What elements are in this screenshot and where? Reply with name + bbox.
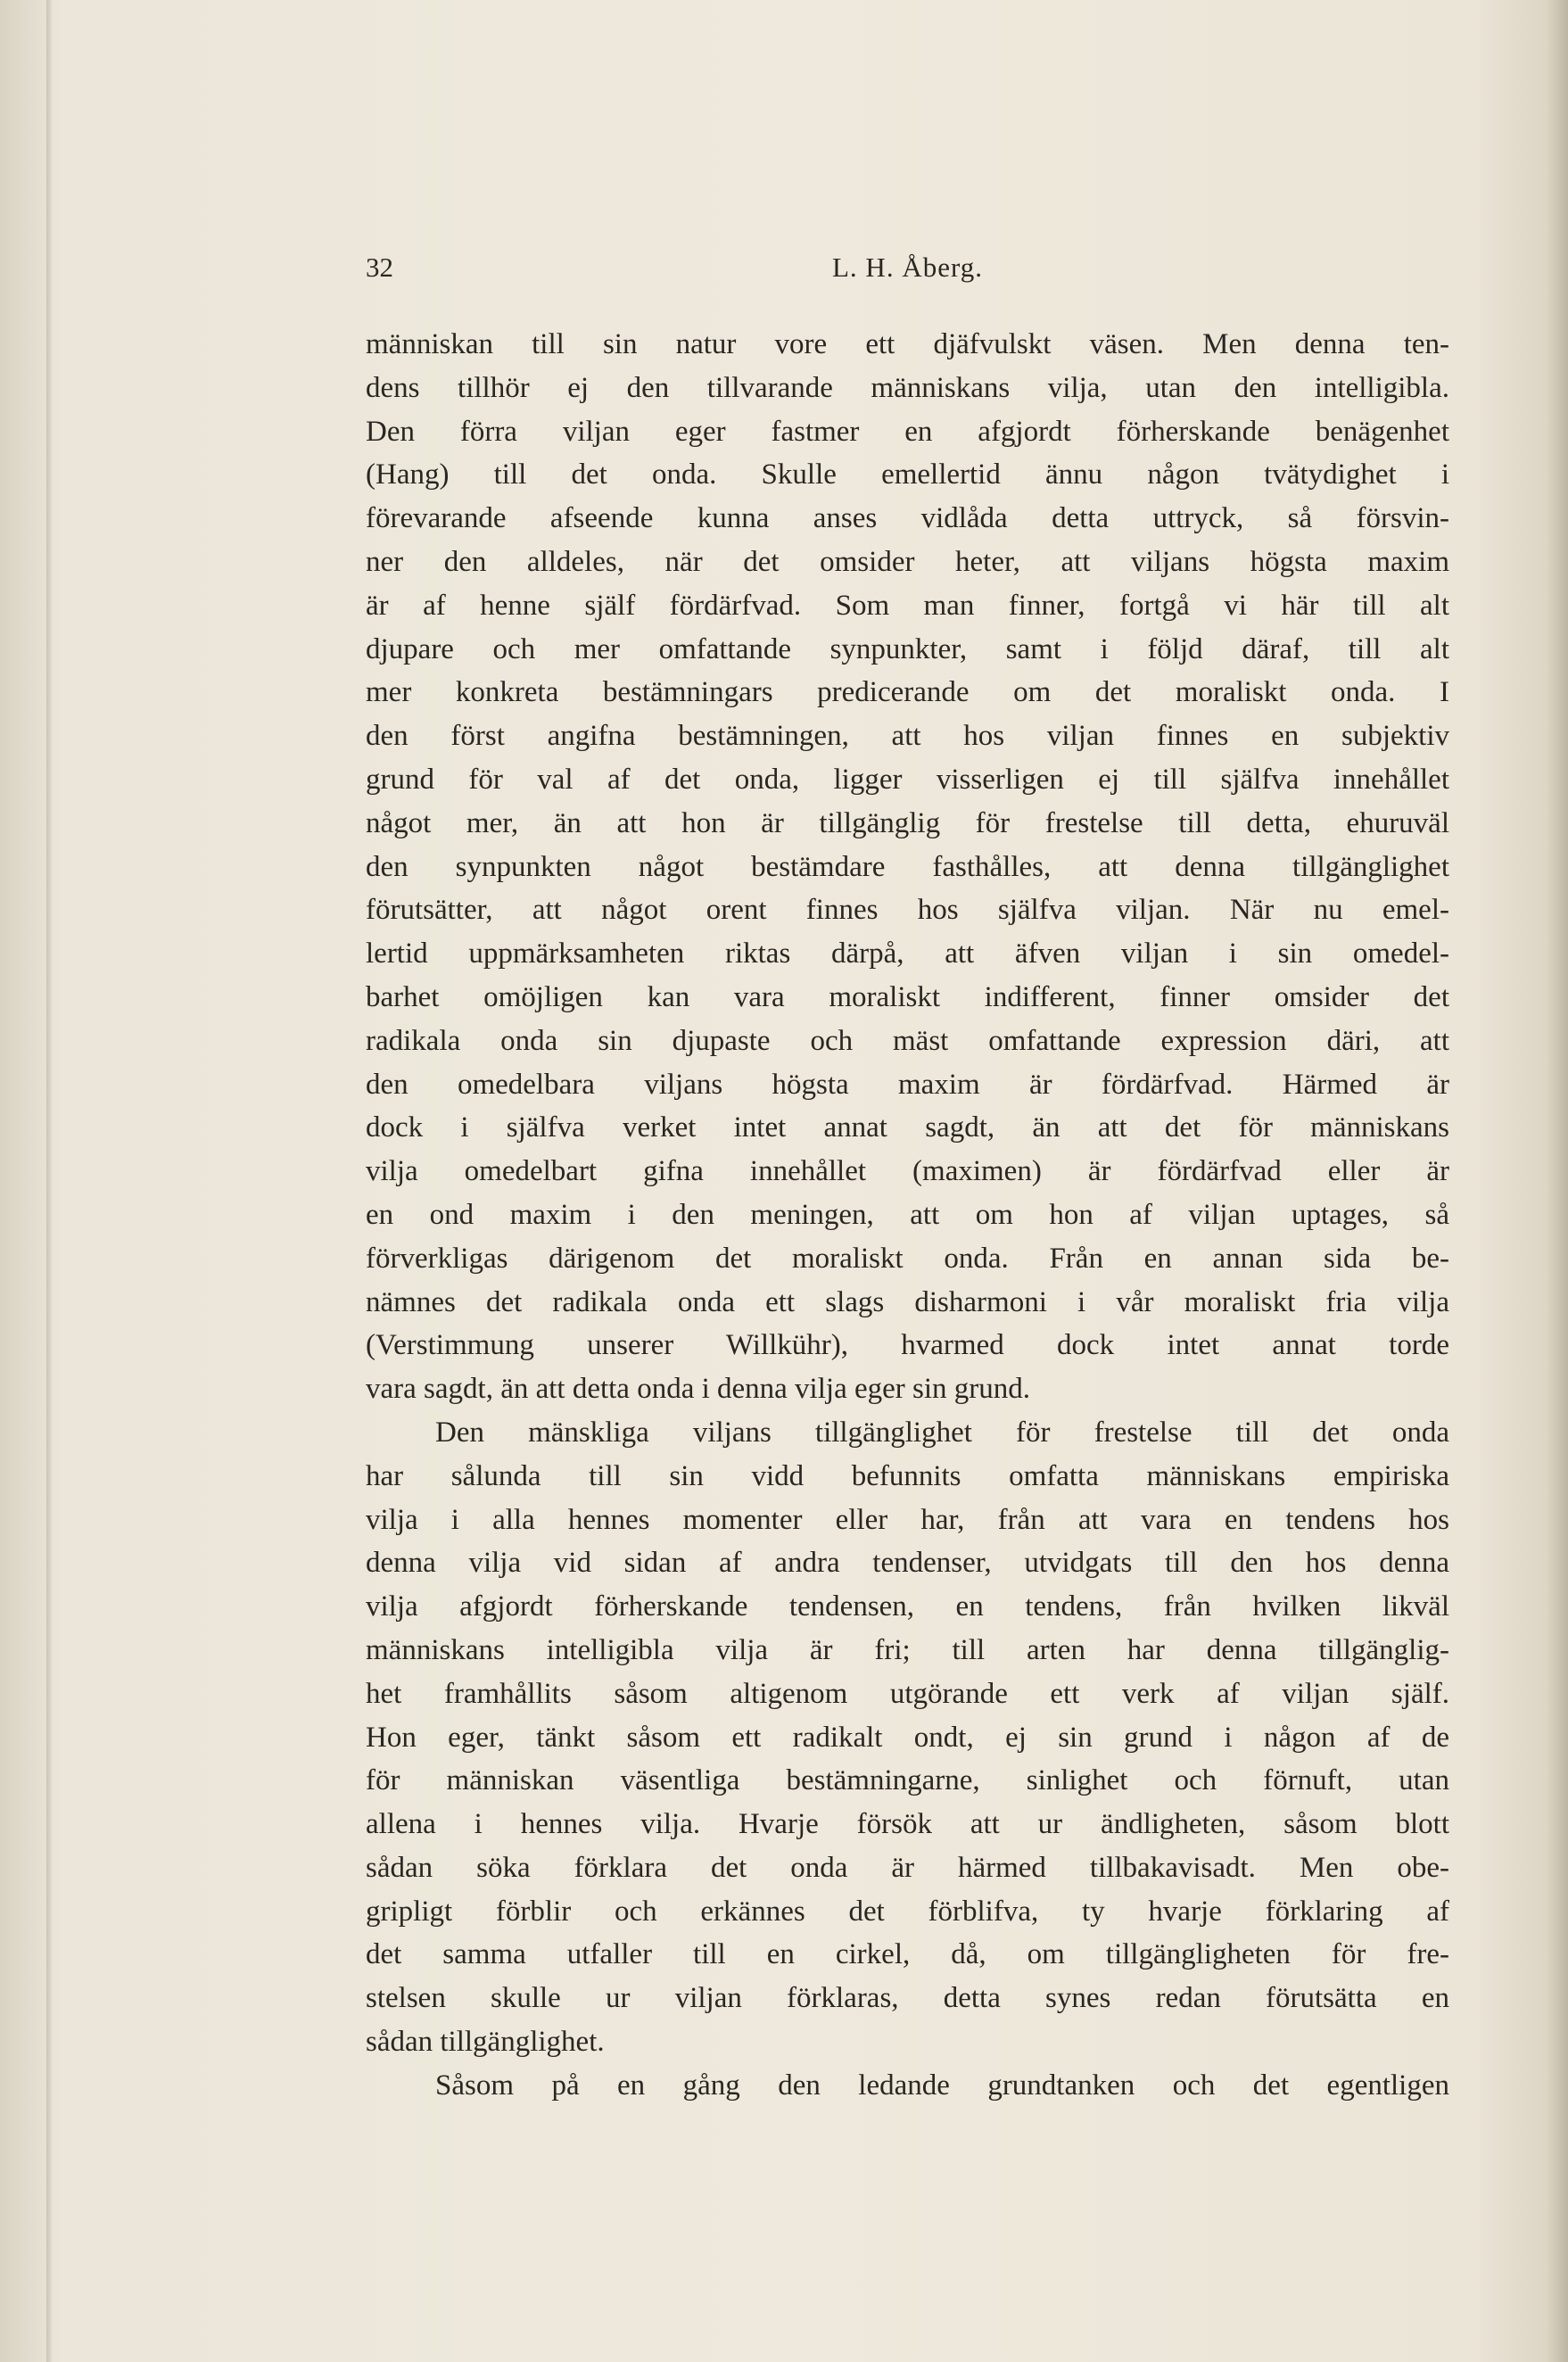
text-line: är af henne själf fördärfvad. Som man finner, fortgå vi här till alt: [366, 589, 1449, 622]
page-header: [366, 252, 1449, 296]
text-line: Såsom på en gång den ledande grundtanken och det egentligen: [435, 2069, 1449, 2102]
text-line: förverkligas därigenom det moraliskt onda. Från en annan sida be-: [366, 1242, 1449, 1275]
text-line: radikala onda sin djupaste och mäst omfattande expression däri, att: [366, 1024, 1449, 1057]
text-line: dens tillhör ej den tillvarande människans vilja, utan den intelligibla.: [366, 371, 1449, 404]
text-line: den omedelbara viljans högsta maxim är fördärfvad. Härmed är: [366, 1068, 1449, 1101]
text-line: grund för val af det onda, ligger visserligen ej till själfva innehållet: [366, 763, 1449, 796]
text-line: (Hang) till det onda. Skulle emellertid ännu någon tvätydighet i: [366, 458, 1449, 491]
text-line: gripligt förblir och erkännes det förblifva, ty hvarje förklaring af: [366, 1895, 1449, 1928]
text-line: denna vilja vid sidan af andra tendenser, utvidgats till den hos denna: [366, 1547, 1449, 1580]
text-line: allena i hennes vilja. Hvarje försök att ur ändligheten, såsom blott: [366, 1808, 1449, 1841]
text-line: djupare och mer omfattande synpunkter, samt i följd däraf, till alt: [366, 632, 1449, 665]
text-line: lertid uppmärksamheten riktas därpå, att äfven viljan i sin omedel-: [366, 937, 1449, 970]
text-line: vilja i alla hennes momenter eller har, från att vara en tendens hos: [366, 1503, 1449, 1536]
text-line: Den mänskliga viljans tillgänglighet för frestelse till det onda: [435, 1416, 1449, 1449]
text-line: ner den alldeles, när det omsider heter, att viljans högsta maxim: [366, 545, 1449, 578]
text-line: har sålunda till sin vidd befunnits omfatta människans empiriska: [366, 1459, 1449, 1492]
page-number: 32: [366, 252, 393, 283]
text-line: dock i själfva verket intet annat sagdt, än att det för människans: [366, 1111, 1449, 1144]
text-line: (Verstimmung unserer Willkühr), hvarmed dock intet annat torde: [366, 1329, 1449, 1362]
text-line: barhet omöjligen kan vara moraliskt indifferent, finner omsider det: [366, 980, 1449, 1013]
text-line: sådan tillgänglighet.: [366, 2026, 605, 2059]
text-line: förutsätter, att något orent finnes hos själfva viljan. När nu emel-: [366, 894, 1449, 927]
body-text: [366, 323, 1449, 2108]
text-line: människans intelligibla vilja är fri; till arten har denna tillgänglig-: [366, 1633, 1449, 1666]
text-line: nämnes det radikala onda ett slags disharmoni i vår moraliskt fria vilja: [366, 1285, 1449, 1318]
text-line: het framhållits såsom altigenom utgörande ett verk af viljan själf.: [366, 1677, 1449, 1710]
text-line: vilja omedelbart gifna innehållet (maximen) är fördärfvad eller är: [366, 1155, 1449, 1188]
text-line: den synpunkten något bestämdare fasthålles, att denna tillgänglighet: [366, 850, 1449, 883]
text-line: vilja afgjordt förherskande tendensen, en tendens, från hvilken likväl: [366, 1590, 1449, 1623]
text-line: den först angifna bestämningen, att hos viljan finnes en subjektiv: [366, 720, 1449, 753]
page-binding-shadow: [46, 0, 52, 2362]
page-edge-shadow: [1547, 0, 1568, 2362]
text-line: det samma utfaller till en cirkel, då, om tillgängligheten för fre-: [366, 1938, 1449, 1971]
text-line: något mer, än att hon är tillgänglig för frestelse till detta, ehuruväl: [366, 806, 1449, 839]
text-line: en ond maxim i den meningen, att om hon af viljan uptages, så: [366, 1198, 1449, 1231]
text-line: mer konkreta bestämningars predicerande om det moraliskt onda. I: [366, 676, 1449, 709]
text-line: förevarande afseende kunna anses vidlåda detta uttryck, så försvin-: [366, 502, 1449, 535]
text-line: Den förra viljan eger fastmer en afgjordt förherskande benägenhet: [366, 415, 1449, 448]
running-head: L. H. Åberg.: [832, 252, 983, 283]
text-line: för människan väsentliga bestämningarne, sinlighet och förnuft, utan: [366, 1764, 1449, 1797]
text-line: Hon eger, tänkt såsom ett radikalt ondt, ej sin grund i någon af de: [366, 1721, 1449, 1754]
text-line: sådan söka förklara det onda är härmed tillbakavisadt. Men obe-: [366, 1851, 1449, 1884]
text-line: vara sagdt, än att detta onda i denna vilja eger sin grund.: [366, 1373, 1030, 1406]
text-line: stelsen skulle ur viljan förklaras, detta synes redan förutsätta en: [366, 1982, 1449, 2015]
text-line: människan till sin natur vore ett djäfvulskt väsen. Men denna ten-: [366, 328, 1449, 360]
